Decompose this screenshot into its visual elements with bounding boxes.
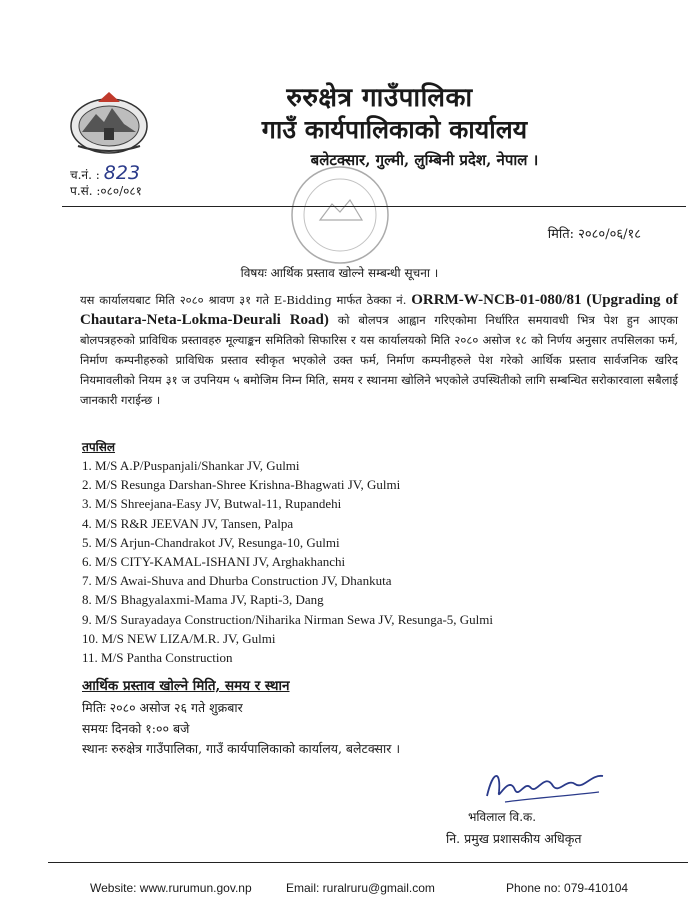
list-item: 9. M/S Surayadaya Construction/Niharika Nirman Sewa JV, Resunga-5, Gulmi [82,611,494,627]
opening-date: मितिः २०८० असोज २६ गते शुक्रबार [82,700,243,715]
office-name: गाउँ कार्यपालिकाको कार्यालय [261,115,528,144]
opening-place: स्थानः रुरुक्षेत्र गाउँपालिका, गाउँ कार्यपालिकाको कार्यालय, बलेटक्सार । [82,741,401,756]
list-item: 10. M/S NEW LIZA/M.R. JV, Gulmi [82,630,276,646]
footer-website: Website: www.rurumun.gov.np [90,881,252,895]
firm-list [82,456,493,667]
list-item: 7. M/S Awai-Shuva and Dhurba Construction JV, Dhankuta [82,573,392,589]
list-item: 11. M/S Pantha Construction [82,650,233,666]
list-item: 6. M/S CITY-KAMAL-ISHANI JV, Arghakhanchi [82,554,346,570]
letter-date: मिति: २०८०/०६/१८ [547,227,641,242]
project-name: (Upgrading of Chautara-Neta-Lokma-Deurali Road) [80,292,679,328]
header-divider [62,206,686,207]
municipality-name: रुरुक्षेत्र गाउँपालिका [286,83,473,113]
list-item: 2. M/S Resunga Darshan-Shree Krishna-Bhagwati JV, Gulmi [82,477,401,493]
list-item: 3. M/S Shreejana-Easy JV, Butwal-11, Rupandehi [82,496,342,512]
list-item: 5. M/S Arjun-Chandrakot JV, Resunga-10, Gulmi [82,534,340,550]
footer-email: Email: ruralruru@gmail.com [286,881,435,895]
office-address: बलेटक्सार, गुल्मी, लुम्बिनी प्रदेश, नेपाल । [310,151,539,169]
body-intro: यस कार्यालयबाट मिति २०८० श्रावण ३१ गते E-Bidding मार्फत ठेक्का नं. [80,293,407,307]
body-text: को बोलपत्र आह्वान गरिएकोमा निर्धारित समयावधी भित्र पेश हुन आएका बोलपत्रहरुको प्राविधिक प्रस्तावहरु मूल्याङ्कन समितिको सिफारिस र यस कार्यालयको मिति २०८० असोज १८ को निर्णय अनुसार तपसिलका फर्म, निर्माण कम्पनीहरुको प्राविधिक प्रस्ताव स्वीकृत भएकोले उक्त फर्म, निर्माण कम्पनीहरुले पेश गरेको आर्थिक प्रस्ताव सार्वजनिक खरिद नियमावलीको नियम ३१ ज उपनियम ५ बमोजिम निम्न मिति, समय र स्थानमा खोलिने भएकोले उपस्थितीको लागि सम्बन्धित सरोकारवाला सबैलाई जानकारी गराईन्छ । [80,313,679,407]
signatory-name: भविलाल वि.क. [468,810,537,824]
list-item: 8. M/S Bhagyalaxmi-Mama JV, Rapti-3, Dang [82,592,324,608]
list-item: 1. M/S A.P/Puspanjali/Shankar JV, Gulmi [82,458,300,473]
ref-label: च.नं. : [70,168,100,182]
signatory-title: नि. प्रमुख प्रशासकीय अधिकृत [446,831,582,846]
notice-body [80,290,678,410]
fiscal-year: प.सं. :०८०/०८१ [70,184,142,198]
office-stamp [280,160,400,270]
details-heading: तपसिल [82,440,116,454]
reference-line [70,162,140,184]
footer-phone: Phone no: 079-410104 [506,881,629,895]
ref-number: 823 [103,162,141,184]
subject-line: विषयः आर्थिक प्रस्ताव खोल्ने सम्बन्धी सूचना । [240,266,439,280]
footer-divider [48,862,688,863]
list-item: 4. M/S R&R JEEVAN JV, Tansen, Palpa [82,515,294,531]
opening-time: समयः दिनको १:०० बजे [82,721,190,736]
handwritten-signature [475,762,615,810]
contract-number: ORRM-W-NCB-01-080/81 [411,292,582,308]
opening-heading: आर्थिक प्रस्ताव खोल्ने मिति, समय र स्थान [82,678,290,694]
